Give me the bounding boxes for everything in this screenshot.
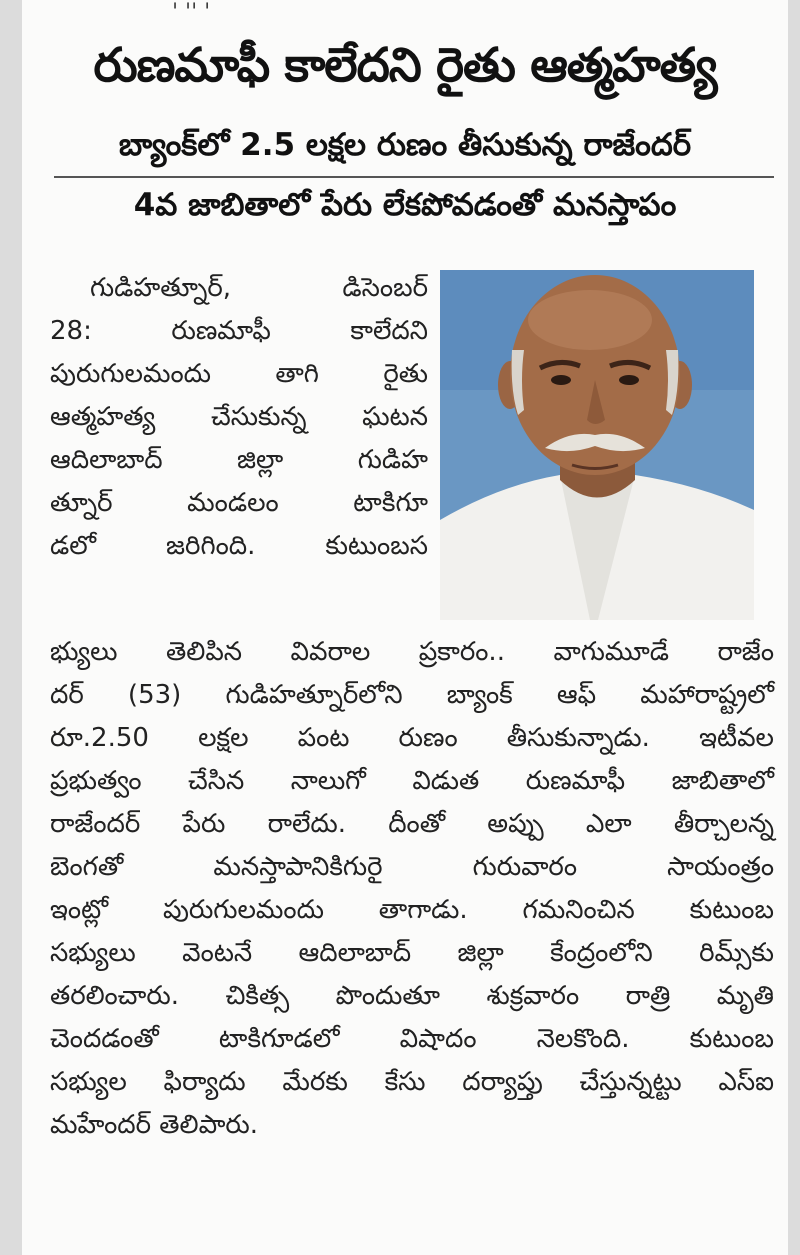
body-line: తరలించారు. చికిత్స పొందుతూ శుక్రవారం రాత్రి మృతి [50,981,774,1011]
body-line: ఆత్మహత్య చేసుకున్న ఘటన [50,402,428,432]
newspaper-clipping [22,0,788,1255]
body-line: భ్యులు తెలిపిన వివరాల ప్రకారం.. వాగుమూడే రాజేం [50,637,774,667]
body-line: దర్ (53) గుడిహత్నూర్‌లోని బ్యాంక్ ఆఫ్ మహారాష్ట్రలో [50,680,774,710]
body-line: రాజేందర్ పేరు రాలేదు. దీంతో అప్పు ఎలా తీర్చాలన్న [50,809,774,839]
body-line: ప్రభుత్వం చేసిన నాలుగో విడుత రుణమాఫీ జాబితాలో [50,766,774,796]
headline: రుణమాఫీ కాలేదని రైతు ఆత్మహత్య [93,38,717,93]
body-line: గుడిహత్నూర్, డిసెంబర్ [90,273,428,303]
body-line: 28: రుణమాఫీ కాలేదని [50,316,428,346]
body-line: పురుగులమందు తాగి రైతు [50,359,428,389]
body-line: డలో జరిగింది. కుటుంబస [50,531,428,561]
subheading-loan: బ్యాంక్‌లో 2.5 లక్షల రుణం తీసుకున్న రాజేందర్ [118,127,692,163]
body-line: చెందడంతో టాకిగూడలో విషాదం నెలకొంది. కుటుంబ [50,1024,774,1054]
body-line: ఇంట్లో పురుగులమందు తాగాడు. గమనించిన కుటుంబ [50,895,774,925]
body-line: ఆదిలాబాద్ జిల్లా గుడిహ [50,445,428,475]
subheading-list: 4వ జాబితాలో పేరు లేకపోవడంతో మనస్తాపం [133,187,677,223]
divider-rule [54,176,774,178]
body-line: మహేందర్ తెలిపారు. [50,1110,259,1140]
farmer-photo [440,270,754,620]
previous-article-fragment [172,0,210,11]
body-line: సభ్యులు వెంటనే ఆదిలాబాద్ జిల్లా కేంద్రంలోని రిమ్స్‌కు [50,938,774,968]
body-line: త్నూర్ మండలం టాకిగూ [50,488,428,518]
body-line: రూ.2.50 లక్షల పంట రుణం తీసుకున్నాడు. ఇటీవల [50,723,774,753]
body-line: సభ్యుల ఫిర్యాదు మేరకు కేసు దర్యాప్తు చేస్తున్నట్టు ఎస్ఐ [50,1067,774,1097]
body-line: బెంగతో మనస్తాపానికిగురై గురువారం సాయంత్రం [50,852,774,882]
